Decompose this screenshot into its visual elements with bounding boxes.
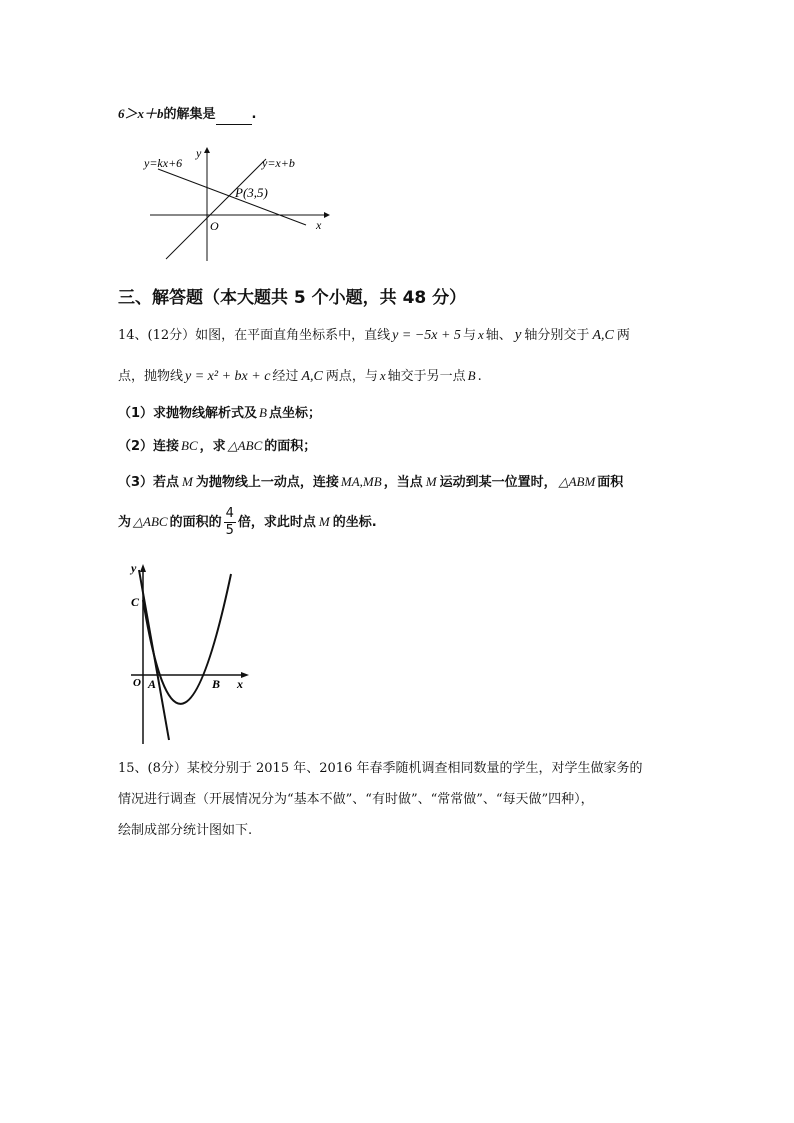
label-origin: O — [210, 219, 219, 233]
points-ac: A,C — [592, 328, 614, 343]
part2-text: ，求 — [199, 439, 226, 454]
q14-text: 轴分别交于 — [524, 328, 590, 343]
part3-text: 的坐标. — [332, 515, 377, 530]
section-heading: 三、解答题（本大题共 5 个小题，共 48 分） — [118, 288, 467, 308]
q14-text: 两点，与 — [325, 369, 378, 384]
line-equation: y = −5x + 5 — [392, 328, 461, 343]
segment-bc: BC — [181, 438, 198, 453]
part3-text: （3）若点 — [118, 475, 180, 490]
label-y-axis: y — [196, 146, 202, 160]
label-x-axis: x — [316, 218, 322, 232]
label-c: C — [131, 595, 140, 609]
label-y: y — [131, 561, 137, 575]
q14-line2 — [118, 366, 482, 387]
part2-text: 的面积； — [264, 439, 317, 454]
q14-text: . — [477, 369, 482, 384]
part3-text: 运动到某一位置时， — [439, 475, 557, 490]
q14-text: 与 — [462, 328, 476, 343]
triangle-abc: △ABC — [133, 514, 168, 529]
q14-part1 — [118, 403, 321, 424]
q15-line3: 绘制成部分统计图如下. — [118, 823, 253, 838]
var-x: x — [477, 327, 484, 342]
part3-text: 为抛物线上一动点，连接 — [195, 475, 339, 490]
parabola-equation: y = x² + bx + c — [185, 369, 271, 384]
point-m: M — [182, 474, 193, 489]
period: . — [251, 107, 257, 122]
label-line-kx6: y=kx+6 — [144, 156, 183, 170]
q14-part3 — [118, 472, 623, 493]
point-m: M — [425, 474, 437, 489]
figure-parabola — [125, 560, 255, 745]
label-line-xb: y=x+b — [262, 156, 295, 170]
label-point-p: P(3,5) — [235, 185, 268, 200]
fraction-numerator: 4 — [225, 506, 234, 521]
part3-text: ，当点 — [383, 475, 423, 490]
triangle-abc: △ABC — [227, 438, 263, 453]
part3-text: 的面积的 — [169, 515, 222, 530]
q14-text: 经过 — [272, 369, 299, 384]
q14-text: 轴交于另一点 — [387, 369, 466, 384]
triangle-abm: △ABM — [558, 474, 596, 489]
var-y: y — [514, 327, 522, 343]
q14-text: 轴、 — [485, 328, 512, 343]
solution-set-text: 的解集是 — [163, 107, 216, 122]
label-a: A — [148, 677, 157, 691]
fraction-denominator: 5 — [225, 523, 234, 538]
q14-line1 — [118, 325, 630, 346]
part2-text: （2）连接 — [118, 439, 180, 454]
part3-text: 倍，求此时点 — [237, 515, 316, 530]
label-b: B — [212, 677, 221, 691]
top-line — [118, 104, 256, 125]
answer-blank — [216, 110, 252, 125]
q15-line1: 15、(8分）某校分别于 2015 年、2016 年春季随机调查相同数量的学生，对学生做家务的 — [118, 761, 643, 776]
figure-two-lines — [138, 145, 338, 265]
q15-line2: 情况进行调查（开展情况分为“基本不做”、“有时做”、“常常做”、“每天做”四种）， — [118, 792, 594, 807]
q14-part3-cont — [118, 502, 377, 543]
part3-text: 为 — [118, 515, 132, 530]
q14-text: 点，抛物线 — [118, 369, 184, 384]
point-m: M — [318, 514, 330, 529]
points-ac: A,C — [301, 369, 323, 384]
label-x: x — [237, 677, 243, 691]
fraction-four-fifths — [224, 506, 236, 539]
part1-text: 点坐标； — [269, 406, 322, 421]
part3-text: 面积 — [597, 475, 624, 490]
var-x: x — [379, 368, 386, 383]
part1-text: （1）求抛物线解析式及 — [118, 406, 258, 421]
point-b: B — [467, 368, 476, 383]
segments-ma-mb: MA,MB — [340, 474, 382, 489]
q14-text: 两 — [616, 328, 630, 343]
q14-part2 — [118, 436, 316, 457]
q14-text: 14、(12分）如图，在平面直角坐标系中，直线 — [118, 328, 391, 343]
inequality: 6＞x＋b — [118, 106, 164, 121]
label-o: O — [133, 677, 141, 689]
point-b: B — [259, 405, 267, 420]
